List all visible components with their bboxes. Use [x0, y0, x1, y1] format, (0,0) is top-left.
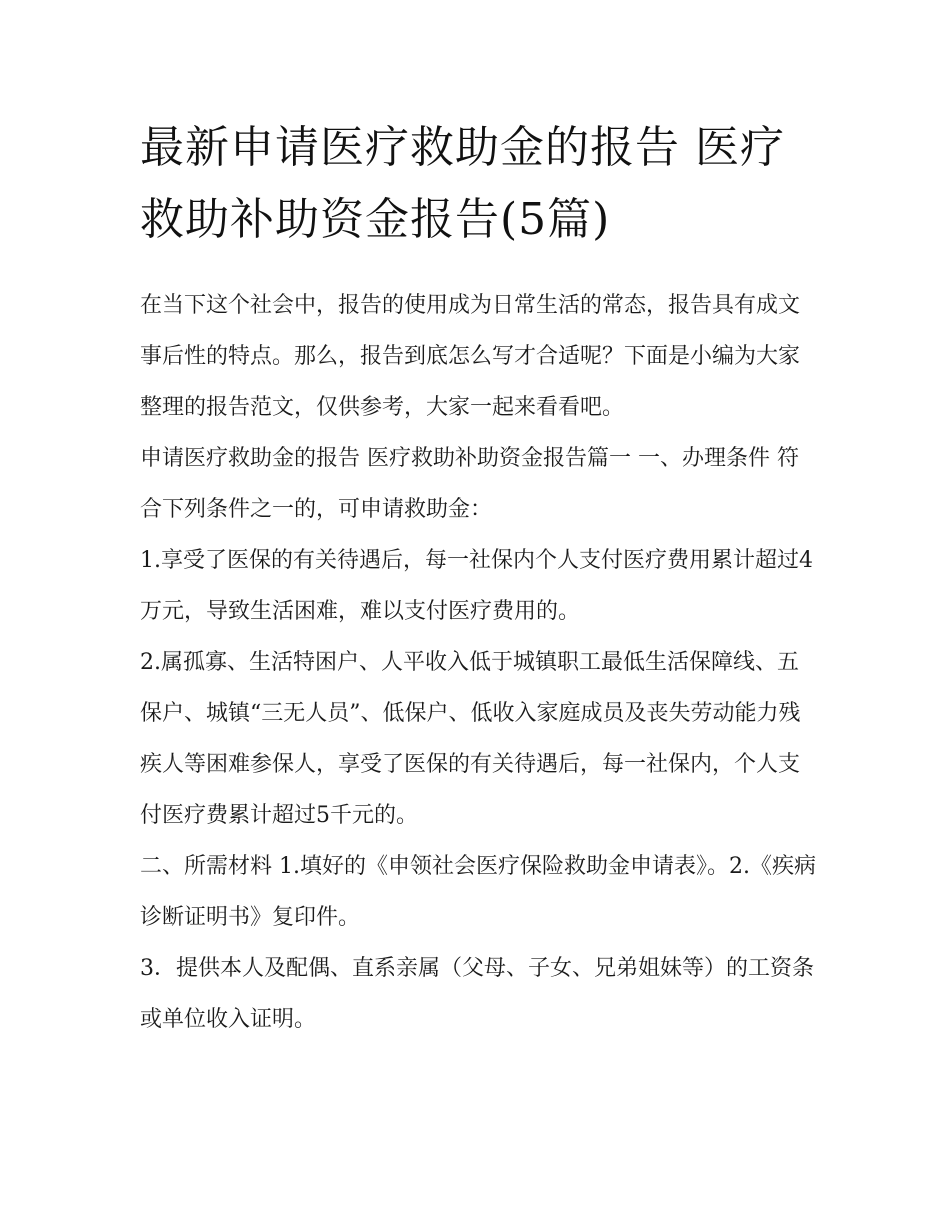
- section-heading-paragraph: 申请医疗救助金的报告 医疗救助补助资金报告篇一 一、办理条件 符合下列条件之一的，可申请救助金：: [140, 446, 799, 522]
- document-title: 最新申请医疗救助金的报告 医疗救助补助资金报告(5篇): [140, 122, 785, 245]
- materials-paragraph: 二、所需材料 1.填好的《申领社会医疗保险救助金申请表》。2.《疾病诊断证明书》复印件。: [140, 854, 816, 930]
- condition-2-paragraph: 2.属孤寡、生活特困户、人平收入低于城镇职工最低生活保障线、五保户、城镇“三无人员”、低保户、低收入家庭成员及丧失劳动能力残疾人等困难参保人，享受了医保的有关待遇后，每一社保内，个人支付医疗费累计超过5千元的。: [140, 650, 801, 828]
- document-body: [140, 280, 820, 1045]
- condition-1-paragraph: 1.享受了医保的有关待遇后，每一社保内个人支付医疗费用累计超过4万元，导致生活困难，难以支付医疗费用的。: [140, 548, 813, 624]
- material-3-paragraph: 3．提供本人及配偶、直系亲属（父母、子女、兄弟姐妹等）的工资条或单位收入证明。: [140, 956, 814, 1032]
- intro-paragraph: 在当下这个社会中，报告的使用成为日常生活的常态，报告具有成文事后性的特点。那么，报告到底怎么写才合适呢？下面是小编为大家整理的报告范文，仅供参考，大家一起来看看吧。: [140, 293, 801, 420]
